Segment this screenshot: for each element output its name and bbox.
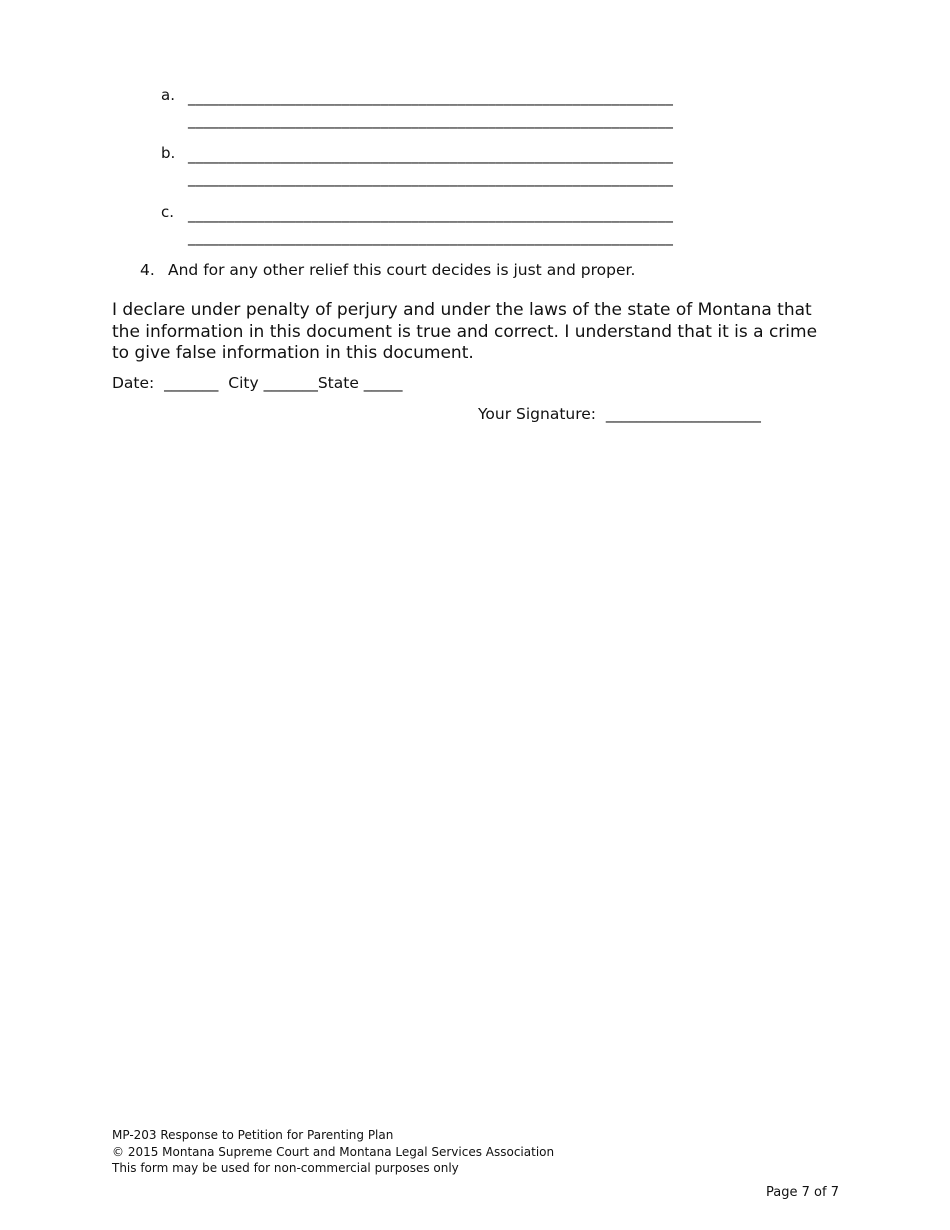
signature-blank[interactable]: ____________________ — [605, 405, 761, 423]
item-b-line-1[interactable]: _______________________________________________________________ — [188, 146, 674, 164]
footer — [112, 1127, 554, 1177]
item-c-letter: c. — [161, 203, 175, 221]
state-blank[interactable]: _____ — [363, 374, 403, 392]
date-label: Date: — [112, 374, 155, 392]
item-4-text: And for any other relief this court decides is just and proper. — [168, 261, 636, 279]
footer-usage: This form may be used for non-commercial purposes only — [112, 1161, 459, 1175]
footer-form-title: MP-203 Response to Petition for Parenting Plan — [112, 1128, 394, 1142]
footer-copyright: © 2015 Montana Supreme Court and Montana Legal Services Association — [112, 1144, 555, 1159]
signature-line — [478, 405, 761, 423]
page-number: Page 7 of 7 — [766, 1185, 839, 1200]
date-blank[interactable]: _______ — [164, 374, 219, 392]
date-line — [112, 374, 403, 392]
item-a-line-1[interactable]: _______________________________________________________________ — [188, 88, 674, 106]
item-a-letter: a. — [161, 86, 175, 104]
city-label: City — [228, 374, 259, 392]
item-b-line-2[interactable]: _______________________________________________________________ — [188, 169, 674, 187]
city-blank[interactable]: _______ — [263, 374, 318, 392]
item-4-number: 4. — [140, 261, 155, 279]
signature-label: Your Signature: — [478, 405, 597, 423]
item-c-line-1[interactable]: _______________________________________________________________ — [188, 205, 674, 223]
state-label: State — [317, 374, 359, 392]
item-b-letter: b. — [161, 144, 176, 162]
item-a-line-2[interactable]: _______________________________________________________________ — [188, 111, 674, 129]
declaration-paragraph: I declare under penalty of perjury and under the laws of the state of Montana that the information in this document is true and correct. I understand that it is a crime to give false information in this document. — [112, 300, 818, 363]
item-c-line-2[interactable]: _______________________________________________________________ — [188, 228, 674, 246]
